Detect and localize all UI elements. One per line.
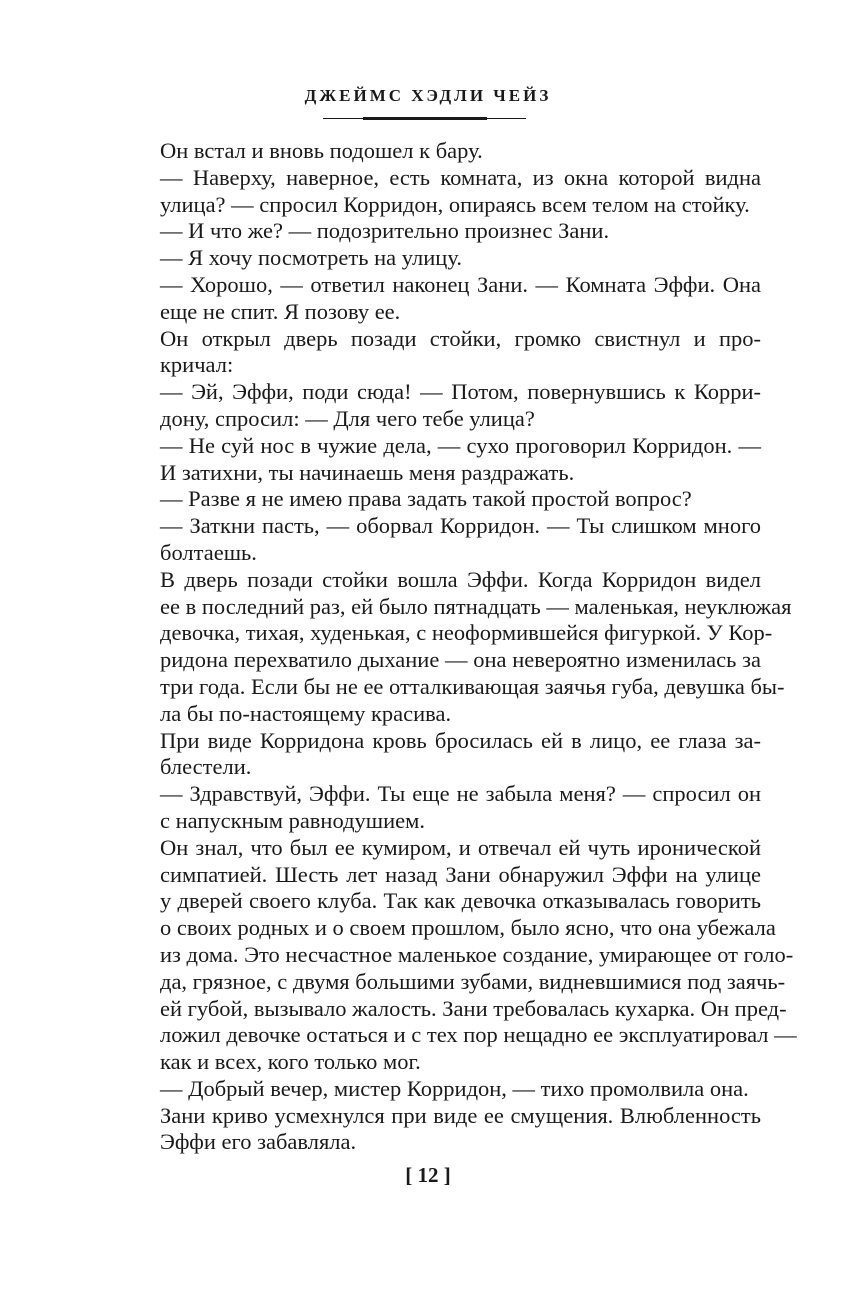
body-text bbox=[160, 138, 797, 1156]
text-line: ложил девочке остаться и с тех пор нещадно ее эксплуатировал — bbox=[160, 1022, 797, 1048]
text-line: — Я хочу посмотреть на улицу. bbox=[160, 245, 462, 271]
text-line: еще не спит. Я позову ее. bbox=[160, 298, 401, 324]
text-line: ей губой, вызывало жалость. Зани требовалась кухарка. Он пред- bbox=[160, 995, 787, 1021]
text-line: — Заткни пасть, — оборвал Корридон. — Ты слишком много bbox=[160, 513, 761, 539]
text-line: При виде Корридона кровь бросилась ей в лицо, ее глаза за- bbox=[160, 727, 761, 753]
text-line: о своих родных и о своем прошлом, было ясно, что она убежала bbox=[160, 915, 776, 941]
running-head-title: ДЖЕЙМС ХЭДЛИ ЧЕЙЗ bbox=[304, 86, 552, 105]
text-line: — И что же? — подозрительно произнес Зани. bbox=[160, 218, 610, 244]
text-line: Эффи его забавляла. bbox=[160, 1129, 357, 1155]
text-line: блестели. bbox=[160, 754, 252, 780]
text-line: девочка, тихая, худенькая, с неоформившейся фигуркой. У Кор- bbox=[160, 620, 773, 646]
text-line: — Разве я не имею права задать такой простой вопрос? bbox=[160, 486, 692, 512]
text-line: с напускным равнодушием. bbox=[160, 807, 425, 833]
text-line: — Не суй нос в чужие дела, — сухо проговорил Корридон. — bbox=[160, 432, 761, 458]
text-line: ридона перехватило дыхание — она невероятно изменилась за bbox=[160, 647, 761, 673]
text-line: — Хорошо, — ответил наконец Зани. — Комната Эффи. Она bbox=[160, 271, 761, 297]
text-line: улица? — спросил Корридон, опираясь всем телом на стойку. bbox=[160, 191, 750, 217]
text-line: — Здравствуй, Эффи. Ты еще не забыла меня? — спросил он bbox=[160, 781, 761, 807]
text-line: — Эй, Эффи, поди сюда! — Потом, повернувшись к Корри- bbox=[160, 379, 761, 405]
text-line: да, грязное, с двумя большими зубами, видневшимися под заячь- bbox=[160, 968, 786, 994]
text-line: И затихни, ты начинаешь меня раздражать. bbox=[160, 459, 575, 485]
text-line: как и всех, кого только мог. bbox=[160, 1049, 421, 1075]
text-line: ее в последний раз, ей было пятнадцать — маленькая, неуклюжая bbox=[160, 593, 792, 619]
text-line: Зани криво усмехнулся при виде ее смущения. Влюбленность bbox=[160, 1102, 761, 1128]
text-line: Он открыл дверь позади стойки, громко свистнул и про- bbox=[160, 325, 761, 351]
text-line: три года. Если бы не ее отталкивающая заячья губа, девушка бы- bbox=[160, 673, 785, 699]
text-line: — Добрый вечер, мистер Корридон, — тихо промолвила она. bbox=[160, 1075, 749, 1101]
text-line: у дверей своего клуба. Так как девочка отказывалась говорить bbox=[160, 888, 761, 914]
header-rule-accent bbox=[363, 117, 487, 120]
text-line: дону, спросил: — Для чего тебе улица? bbox=[160, 405, 535, 431]
text-line: симпатией. Шесть лет назад Зани обнаружил Эффи на улице bbox=[160, 861, 761, 887]
text-line: ла бы по-настоящему красива. bbox=[160, 700, 452, 726]
text-line: болтаешь. bbox=[160, 539, 257, 565]
text-line: Он встал и вновь подошел к бару. bbox=[160, 138, 483, 163]
text-line: кричал: bbox=[160, 352, 234, 378]
text-line: — Наверху, наверное, есть комната, из окна которой видна bbox=[160, 164, 761, 190]
page-number: [ 12 ] bbox=[405, 1163, 451, 1187]
text-line: из дома. Это несчастное маленькое создание, умирающее от голо- bbox=[160, 941, 794, 967]
text-line: В дверь позади стойки вошла Эффи. Когда Корридон видел bbox=[160, 566, 761, 592]
text-line: Он знал, что был ее кумиром, и отвечал ей чуть иронической bbox=[160, 834, 761, 860]
